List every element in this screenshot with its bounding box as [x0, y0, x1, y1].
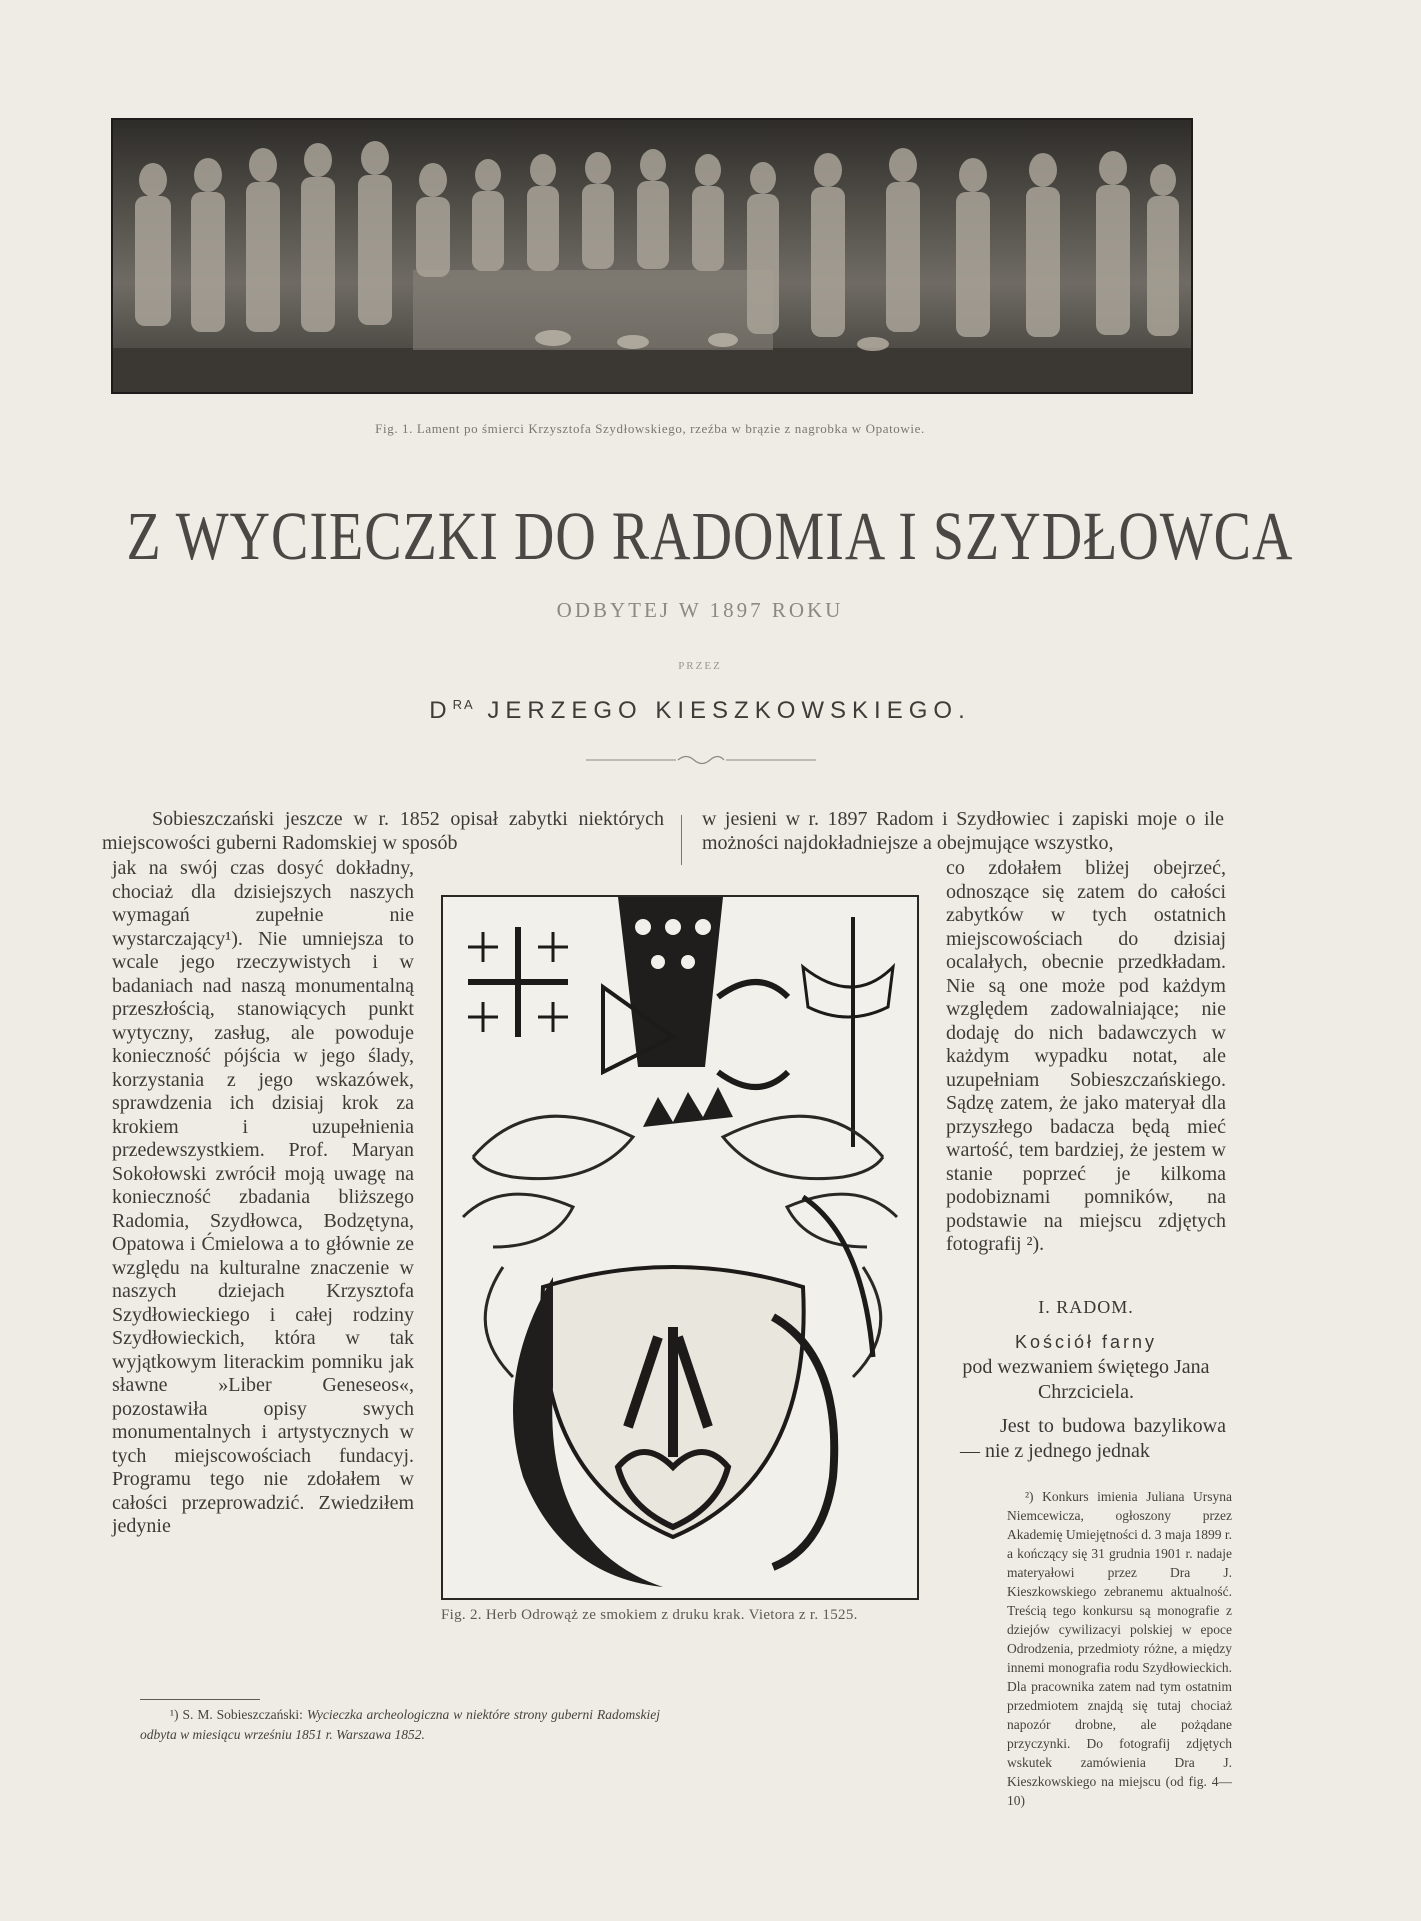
footnote-1-citation: Wycieczka archeologiczna w niektóre strony guberni Radomskiej odbyta w miesiącu wrześniu 1851 r. Warszawa 1852.	[140, 1707, 660, 1742]
left-intro-text: Sobieszczański jeszcze w r. 1852 opisał zabytki niektórych miejscowości guberni Radomskiej w sposób	[102, 808, 664, 854]
article-subtitle: ODBYTEJ W 1897 ROKU	[556, 598, 844, 622]
footnote-rule	[140, 1699, 260, 1700]
section-body	[960, 1414, 1226, 1464]
figure-2-caption: Fig. 2. Herb Odrowąż ze smokiem z druku krak. Vietora z r. 1525.	[441, 1607, 858, 1623]
right-body-text: co zdołałem bliżej obejrzeć, odnoszące się zatem do całości zabytków w tych ostatnich miejscowościach do dzisiaj ocalałych, obecnie przedkładam. Nie są one może pod każdym względem zadowalniające; nie dodaję do nich badawczych w każdym wypadku notat, ale uzupełniam Sobieszczańskiego. Sądzę zatem, że jako materyał dla przyszłego badacza będą mieć wartość, tem bardziej, że jestem w stanie poprzeć je kilkoma podobiznami pomników, na podstawie na miejscu zdjętych fotografij ²).	[946, 857, 1226, 1255]
author-prefix-superscript: RA	[452, 697, 475, 712]
section-heading: I. RADOM.	[1038, 1297, 1134, 1317]
footnote-1	[140, 1705, 660, 1745]
odrowaz-coat-of-arms-illustration	[443, 897, 917, 1598]
church-name: Kościół farny	[1014, 1332, 1158, 1352]
author-name: JERZEGO KIESZKOWSKIEGO.	[487, 697, 971, 724]
section-body-text: Jest to budowa bazylikowa — nie z jednego jednak	[960, 1415, 1226, 1462]
right-column-intro	[702, 808, 1224, 855]
title-ornament	[586, 752, 816, 768]
section-subheading	[946, 1330, 1226, 1405]
figure-1-caption: Fig. 1. Lament po śmierci Krzysztofa Szydłowskiego, rzeźba w brązie z nagrobka w Opatowie.	[375, 421, 925, 436]
author-line	[300, 697, 1100, 725]
left-column-intro	[102, 808, 664, 855]
footnote-2	[1007, 1487, 1232, 1810]
footnote-1-lead: ¹) S. M. Sobieszczański:	[170, 1707, 303, 1722]
church-dedication: pod wezwaniem świętego Jana Chrzciciela.	[962, 1356, 1210, 1403]
article-title: Z WYCIECZKI DO RADOMIA I SZYDŁOWCA	[126, 499, 1294, 575]
right-column-body	[946, 857, 1226, 1257]
coat-of-arms-woodcut	[441, 895, 919, 1600]
left-column-body	[112, 857, 414, 1539]
footnote-2-text: ²) Konkurs imienia Juliana Ursyna Niemcewicza, ogłoszony przez Akademię Umiejętności d. 3 maja 1899 r. a kończący się 31 grudnia 1901 r. nadaje materyałowi przez Dra J. Kieszkowskiego zebranemu aktualność. Treścią tego konkursu są monografie z dziejów cywilizacyi polskiej w epoce Odrodzenia, przedmioty różne, a między innemi monografia rodu Szydłowieckich. Dla pracownika zatem nad tym ostatnim przedmiotem znajdą się tutaj chociaż napozór drobne, ale pożądane przyczynki. Do fotografij zdjętych wskutek zamówienia Dra J. Kieszkowskiego na miejscu (od fig. 4—10)	[1007, 1489, 1232, 1808]
left-body-text: jak na swój czas dosyć dokładny, chociaż dla dzisiejszych naszych wymagań zupełnie nie wystarczający¹). Nie umniejsza to wcale jego rzeczywistych i w badaniach nad naszą monumentalną przeszłością, stanowiących punkt wytyczny, zasług, ale powoduje konieczność pójścia w jego ślady, korzystania z jego wskazówek, sprawdzenia ich dzisiaj krok za krokiem i uzupełnienia przedewszystkiem. Prof. Maryan Sokołowski zwrócił moją uwagę na konieczność zbadania bliższego Radomia, Szydłowca, Bodzętyna, Opatowa i Ćmielowa a to głównie ze względu na kulturalne znaczenie w naszych dziejach Krzysztofa Szydłowieckiego i całej rodziny Szydłowieckich, która w tak wyjątkowym literackim pomniku jak sławne »Liber Geneseos«, pozostawiła opisy swych monumentalnych i artystycznych w tych miejscowościach fundacyj. Programu tego nie zdołałem w całości przeprowadzić. Zwiedziłem jedynie	[112, 857, 414, 1537]
byline-label: PRZEZ	[678, 660, 722, 672]
relief-figures-illustration	[113, 120, 1191, 392]
column-divider	[681, 815, 682, 865]
right-intro-text: w jesieni w r. 1897 Radom i Szydłowiec i zapiski moje o ile możności najdokładniejsze a obejmujące wszystko,	[702, 808, 1224, 854]
author-prefix: D	[429, 697, 453, 724]
relief-photograph	[111, 118, 1193, 394]
